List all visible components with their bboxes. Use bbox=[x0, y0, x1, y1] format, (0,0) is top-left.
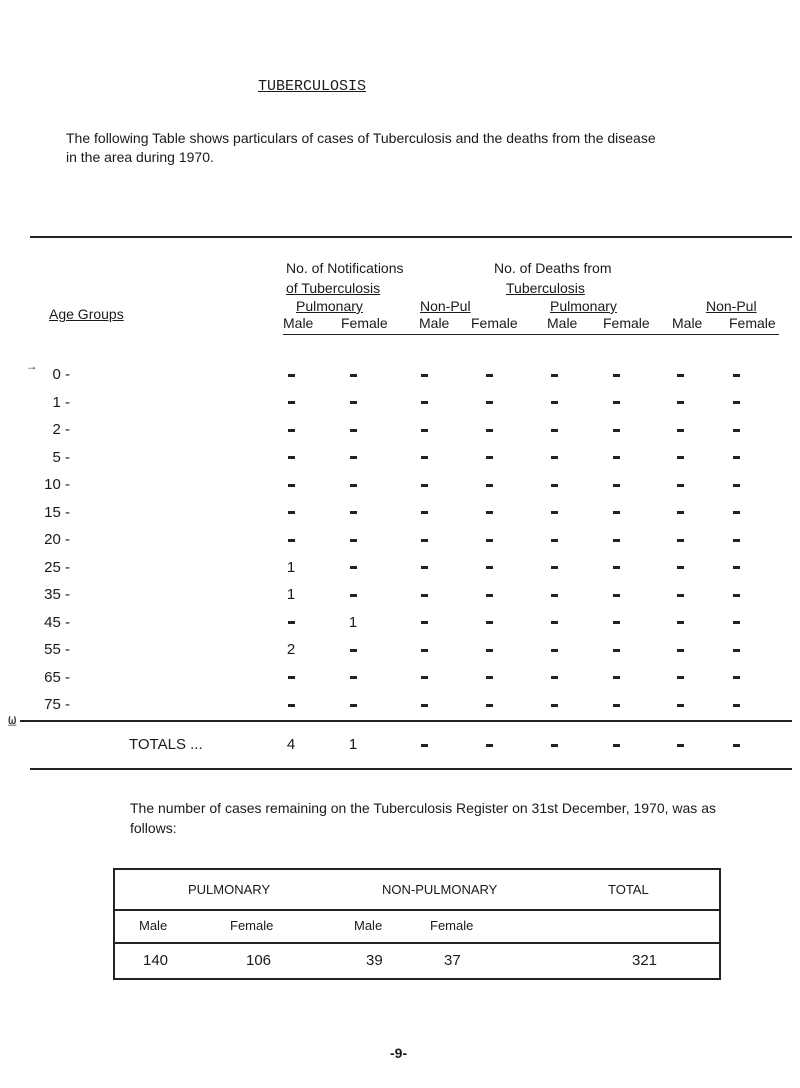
register-value-nonpul-male: 39 bbox=[366, 952, 383, 969]
dash-mark bbox=[421, 539, 428, 542]
table-cell bbox=[601, 421, 631, 438]
table-cell bbox=[721, 366, 751, 383]
dash-mark bbox=[486, 484, 493, 487]
dash-mark bbox=[677, 594, 684, 597]
age-group-label: 1 - bbox=[52, 393, 70, 411]
dash-mark bbox=[486, 539, 493, 542]
table-cell bbox=[409, 504, 439, 521]
table-cell bbox=[409, 559, 439, 576]
table-cell bbox=[721, 559, 751, 576]
pulmonary-deaths-header: Pulmonary bbox=[550, 298, 617, 314]
table-cell bbox=[601, 394, 631, 411]
table-cell bbox=[665, 531, 695, 548]
register-total-header: TOTAL bbox=[608, 882, 649, 897]
table-cell bbox=[721, 641, 751, 658]
dash-mark bbox=[613, 621, 620, 624]
table-cell bbox=[474, 504, 504, 521]
table-cell bbox=[409, 449, 439, 466]
age-group-label: 0 - bbox=[52, 366, 70, 383]
sub-header-female: Female bbox=[603, 315, 650, 331]
dash-mark bbox=[551, 374, 558, 377]
dash-mark bbox=[486, 621, 493, 624]
dash-mark bbox=[733, 649, 740, 652]
dash-mark bbox=[350, 676, 357, 679]
table-cell bbox=[665, 366, 695, 383]
dash-mark bbox=[733, 401, 740, 404]
dash-mark bbox=[288, 429, 295, 432]
dash-mark bbox=[350, 374, 357, 377]
dash-mark bbox=[350, 511, 357, 514]
dash-mark bbox=[613, 429, 620, 432]
table-cell bbox=[338, 559, 368, 576]
sub-header-female: Female bbox=[341, 315, 388, 331]
register-value-pul-male: 140 bbox=[143, 952, 169, 969]
age-group-label: 10 - bbox=[44, 476, 70, 493]
dash-mark bbox=[350, 456, 357, 459]
age-group-label: 25 - bbox=[44, 558, 70, 576]
table-cell bbox=[409, 614, 439, 631]
table-cell: 1 bbox=[348, 613, 358, 631]
page-number: -9- bbox=[390, 1045, 408, 1061]
table-cell bbox=[539, 669, 569, 686]
table-cell bbox=[721, 421, 751, 438]
dash-mark bbox=[551, 649, 558, 652]
notifications-header: No. of Notifications bbox=[286, 260, 404, 276]
table-cell bbox=[539, 641, 569, 658]
dash-mark bbox=[551, 594, 558, 597]
dash-mark bbox=[733, 456, 740, 459]
age-group-label: 75 - bbox=[44, 696, 70, 713]
table-cell bbox=[474, 559, 504, 576]
dash-mark bbox=[421, 676, 428, 679]
dash-mark bbox=[421, 511, 428, 514]
table-cell bbox=[539, 449, 569, 466]
table-cell bbox=[601, 669, 631, 686]
table-cell bbox=[338, 476, 368, 493]
age-group-label: 65 - bbox=[44, 668, 70, 686]
dash-mark bbox=[551, 744, 558, 747]
age-group-label: 2 - bbox=[52, 421, 70, 438]
deaths-header: No. of Deaths from bbox=[494, 260, 612, 276]
table-cell bbox=[409, 641, 439, 658]
register-sub-male: Male bbox=[354, 918, 383, 933]
dash-mark bbox=[288, 456, 295, 459]
dash-mark bbox=[677, 511, 684, 514]
age-group-label: 5 - bbox=[52, 448, 70, 466]
table-cell bbox=[338, 531, 368, 548]
totals-cell bbox=[665, 736, 695, 753]
table-cell bbox=[276, 504, 306, 521]
dash-mark bbox=[486, 429, 493, 432]
table-cell bbox=[276, 476, 306, 493]
table-cell bbox=[665, 394, 695, 411]
dash-mark bbox=[613, 744, 620, 747]
table-cell bbox=[409, 586, 439, 603]
table-cell bbox=[721, 394, 751, 411]
table-cell bbox=[721, 696, 751, 713]
table-cell bbox=[276, 669, 306, 686]
table-cell bbox=[539, 696, 569, 713]
dash-mark bbox=[733, 511, 740, 514]
dash-mark bbox=[677, 621, 684, 624]
table-cell bbox=[474, 366, 504, 383]
table-cell bbox=[665, 449, 695, 466]
table-cell bbox=[539, 476, 569, 493]
dash-mark bbox=[677, 566, 684, 569]
age-group-label: 20 - bbox=[44, 531, 70, 548]
sub-header-male: Male bbox=[283, 315, 314, 331]
dash-mark bbox=[288, 676, 295, 679]
dash-mark bbox=[421, 374, 428, 377]
register-pulmonary-header: PULMONARY bbox=[188, 882, 271, 897]
table-cell bbox=[474, 531, 504, 548]
dash-mark bbox=[551, 401, 558, 404]
dash-mark bbox=[677, 401, 684, 404]
notifications-subheader: of Tuberculosis bbox=[286, 280, 381, 296]
table-cell bbox=[721, 449, 751, 466]
dash-mark bbox=[486, 456, 493, 459]
dash-mark bbox=[551, 566, 558, 569]
dash-mark bbox=[733, 676, 740, 679]
dash-mark bbox=[486, 401, 493, 404]
table-cell bbox=[539, 366, 569, 383]
table-cell bbox=[665, 559, 695, 576]
dash-mark bbox=[486, 566, 493, 569]
sub-header-male: Male bbox=[547, 315, 578, 331]
dash-mark bbox=[350, 566, 357, 569]
dash-mark bbox=[551, 621, 558, 624]
deaths-subheader: Tuberculosis bbox=[506, 280, 585, 296]
table-cell bbox=[539, 559, 569, 576]
dash-mark bbox=[677, 374, 684, 377]
register-paragraph: The number of cases remaining on the Tuberculosis Register on 31st December, 1970, was as follows: bbox=[130, 800, 716, 836]
dash-mark bbox=[486, 704, 493, 707]
register-row-divider bbox=[113, 942, 719, 944]
sub-header-male: Male bbox=[672, 315, 703, 331]
totals-cell bbox=[601, 736, 631, 753]
pulmonary-header: Pulmonary bbox=[296, 298, 363, 314]
table-cell: 1 bbox=[286, 586, 296, 603]
age-group-label: 35 - bbox=[44, 586, 70, 603]
dash-mark bbox=[613, 566, 620, 569]
table-cell bbox=[665, 669, 695, 686]
intro-paragraph: The following Table shows particulars of cases of Tuberculosis and the deaths from the disease in the area during 1970. bbox=[66, 130, 656, 165]
register-value-pul-female: 106 bbox=[246, 952, 272, 969]
dash-mark bbox=[486, 744, 493, 747]
sub-header-female: Female bbox=[729, 315, 776, 331]
dash-mark bbox=[733, 484, 740, 487]
dash-mark bbox=[677, 484, 684, 487]
dash-mark bbox=[350, 484, 357, 487]
dash-mark bbox=[421, 401, 428, 404]
totals-cell bbox=[474, 736, 504, 753]
table-cell bbox=[601, 641, 631, 658]
table-cell bbox=[539, 421, 569, 438]
dash-mark bbox=[733, 704, 740, 707]
age-group-label: 45 - bbox=[44, 613, 70, 631]
table-cell bbox=[474, 669, 504, 686]
table-cell bbox=[338, 669, 368, 686]
dash-mark bbox=[421, 429, 428, 432]
table-cell bbox=[474, 696, 504, 713]
dash-mark bbox=[421, 744, 428, 747]
table-cell bbox=[338, 641, 368, 658]
dash-mark bbox=[288, 401, 295, 404]
dash-mark bbox=[486, 374, 493, 377]
margin-bracket-icon: ⍹ bbox=[8, 713, 17, 729]
register-sub-female: Female bbox=[230, 918, 274, 933]
table-cell bbox=[409, 476, 439, 493]
table-cell bbox=[276, 449, 306, 466]
dash-mark bbox=[350, 401, 357, 404]
table-cell bbox=[474, 394, 504, 411]
table-cell bbox=[409, 394, 439, 411]
table-cell bbox=[474, 641, 504, 658]
dash-mark bbox=[350, 429, 357, 432]
margin-arrow-icon: → bbox=[28, 360, 36, 374]
table-cell bbox=[721, 669, 751, 686]
totals-label: TOTALS ... bbox=[129, 736, 203, 753]
table-cell bbox=[665, 641, 695, 658]
dash-mark bbox=[613, 676, 620, 679]
table-cell bbox=[409, 696, 439, 713]
table-cell: 1 bbox=[286, 558, 296, 576]
dash-mark bbox=[613, 704, 620, 707]
dash-mark bbox=[733, 374, 740, 377]
table-cell bbox=[601, 531, 631, 548]
dash-mark bbox=[288, 621, 295, 624]
table-cell bbox=[601, 504, 631, 521]
dash-mark bbox=[677, 539, 684, 542]
table-bottom-rule bbox=[30, 768, 792, 770]
totals-cell: 4 bbox=[286, 736, 296, 753]
dash-mark bbox=[551, 539, 558, 542]
table-cell bbox=[276, 614, 306, 631]
table-cell bbox=[539, 531, 569, 548]
table-cell bbox=[665, 476, 695, 493]
dash-mark bbox=[288, 539, 295, 542]
register-value-total: 321 bbox=[632, 952, 658, 969]
table-cell bbox=[338, 366, 368, 383]
dash-mark bbox=[613, 456, 620, 459]
table-cell bbox=[276, 394, 306, 411]
table-cell bbox=[665, 421, 695, 438]
table-cell bbox=[539, 394, 569, 411]
dash-mark bbox=[421, 456, 428, 459]
dash-mark bbox=[350, 704, 357, 707]
dash-mark bbox=[613, 401, 620, 404]
table-cell bbox=[721, 531, 751, 548]
table-cell bbox=[721, 504, 751, 521]
table-cell bbox=[338, 696, 368, 713]
register-non-pulmonary-header: NON-PULMONARY bbox=[382, 882, 498, 897]
table-cell bbox=[601, 696, 631, 713]
dash-mark bbox=[350, 539, 357, 542]
register-row-divider bbox=[113, 909, 719, 911]
dash-mark bbox=[350, 594, 357, 597]
sub-header-female: Female bbox=[471, 315, 518, 331]
table-cell bbox=[665, 504, 695, 521]
dash-mark bbox=[551, 704, 558, 707]
table-cell bbox=[474, 614, 504, 631]
table-cell bbox=[601, 366, 631, 383]
table-cell bbox=[338, 586, 368, 603]
age-group-label: 55 - bbox=[44, 641, 70, 658]
table-cell bbox=[539, 504, 569, 521]
table-cell bbox=[721, 614, 751, 631]
dash-mark bbox=[551, 456, 558, 459]
dash-mark bbox=[551, 511, 558, 514]
dash-mark bbox=[677, 676, 684, 679]
totals-cell bbox=[721, 736, 751, 753]
dash-mark bbox=[421, 649, 428, 652]
dash-mark bbox=[613, 594, 620, 597]
dash-mark bbox=[421, 704, 428, 707]
totals-cell bbox=[539, 736, 569, 753]
table-cell bbox=[474, 476, 504, 493]
table-cell bbox=[409, 366, 439, 383]
register-value-nonpul-female: 37 bbox=[444, 952, 461, 969]
table-cell bbox=[474, 421, 504, 438]
table-cell bbox=[601, 586, 631, 603]
sub-header-underline bbox=[283, 334, 779, 335]
table-cell bbox=[338, 421, 368, 438]
dash-mark bbox=[733, 594, 740, 597]
table-cell bbox=[409, 421, 439, 438]
dash-mark bbox=[677, 649, 684, 652]
dash-mark bbox=[486, 649, 493, 652]
dash-mark bbox=[486, 676, 493, 679]
non-pul-deaths-header: Non-Pul bbox=[706, 298, 757, 314]
table-cell bbox=[338, 449, 368, 466]
non-pul-header: Non-Pul bbox=[420, 298, 471, 314]
table-cell bbox=[276, 421, 306, 438]
dash-mark bbox=[551, 676, 558, 679]
age-group-label: 15 - bbox=[44, 503, 70, 521]
dash-mark bbox=[613, 374, 620, 377]
table-cell bbox=[601, 476, 631, 493]
dash-mark bbox=[733, 621, 740, 624]
dash-mark bbox=[486, 594, 493, 597]
dash-mark bbox=[486, 511, 493, 514]
dash-mark bbox=[421, 484, 428, 487]
dash-mark bbox=[677, 744, 684, 747]
dash-mark bbox=[613, 511, 620, 514]
dash-mark bbox=[613, 484, 620, 487]
page-title: TUBERCULOSIS bbox=[258, 78, 367, 95]
table-cell bbox=[665, 696, 695, 713]
dash-mark bbox=[551, 429, 558, 432]
dash-mark bbox=[288, 374, 295, 377]
dash-mark bbox=[421, 594, 428, 597]
table-cell bbox=[721, 586, 751, 603]
table-top-rule bbox=[30, 236, 792, 238]
register-sub-female: Female bbox=[430, 918, 474, 933]
totals-cell bbox=[409, 736, 439, 753]
dash-mark bbox=[421, 621, 428, 624]
table-cell bbox=[474, 449, 504, 466]
register-sub-male: Male bbox=[139, 918, 168, 933]
totals-cell: 1 bbox=[348, 736, 358, 753]
dash-mark bbox=[677, 704, 684, 707]
dash-mark bbox=[288, 484, 295, 487]
table-cell bbox=[665, 614, 695, 631]
table-cell bbox=[338, 504, 368, 521]
table-cell bbox=[276, 366, 306, 383]
table-cell bbox=[474, 586, 504, 603]
dash-mark bbox=[551, 484, 558, 487]
table-cell bbox=[665, 586, 695, 603]
age-groups-header: Age Groups bbox=[49, 306, 124, 322]
table-cell bbox=[601, 449, 631, 466]
dash-mark bbox=[288, 511, 295, 514]
table-cell: 2 bbox=[286, 641, 296, 658]
table-cell bbox=[409, 669, 439, 686]
dash-mark bbox=[613, 649, 620, 652]
table-cell bbox=[276, 696, 306, 713]
dash-mark bbox=[288, 704, 295, 707]
dash-mark bbox=[613, 539, 620, 542]
table-cell bbox=[601, 614, 631, 631]
table-cell bbox=[276, 531, 306, 548]
table-cell bbox=[721, 476, 751, 493]
table-cell bbox=[601, 559, 631, 576]
dash-mark bbox=[733, 429, 740, 432]
dash-mark bbox=[733, 539, 740, 542]
table-cell bbox=[539, 586, 569, 603]
dash-mark bbox=[733, 566, 740, 569]
totals-top-rule bbox=[20, 720, 792, 722]
dash-mark bbox=[733, 744, 740, 747]
sub-header-male: Male bbox=[419, 315, 450, 331]
table-cell bbox=[338, 394, 368, 411]
table-cell bbox=[409, 531, 439, 548]
dash-mark bbox=[677, 429, 684, 432]
dash-mark bbox=[677, 456, 684, 459]
table-cell bbox=[539, 614, 569, 631]
dash-mark bbox=[350, 649, 357, 652]
dash-mark bbox=[421, 566, 428, 569]
